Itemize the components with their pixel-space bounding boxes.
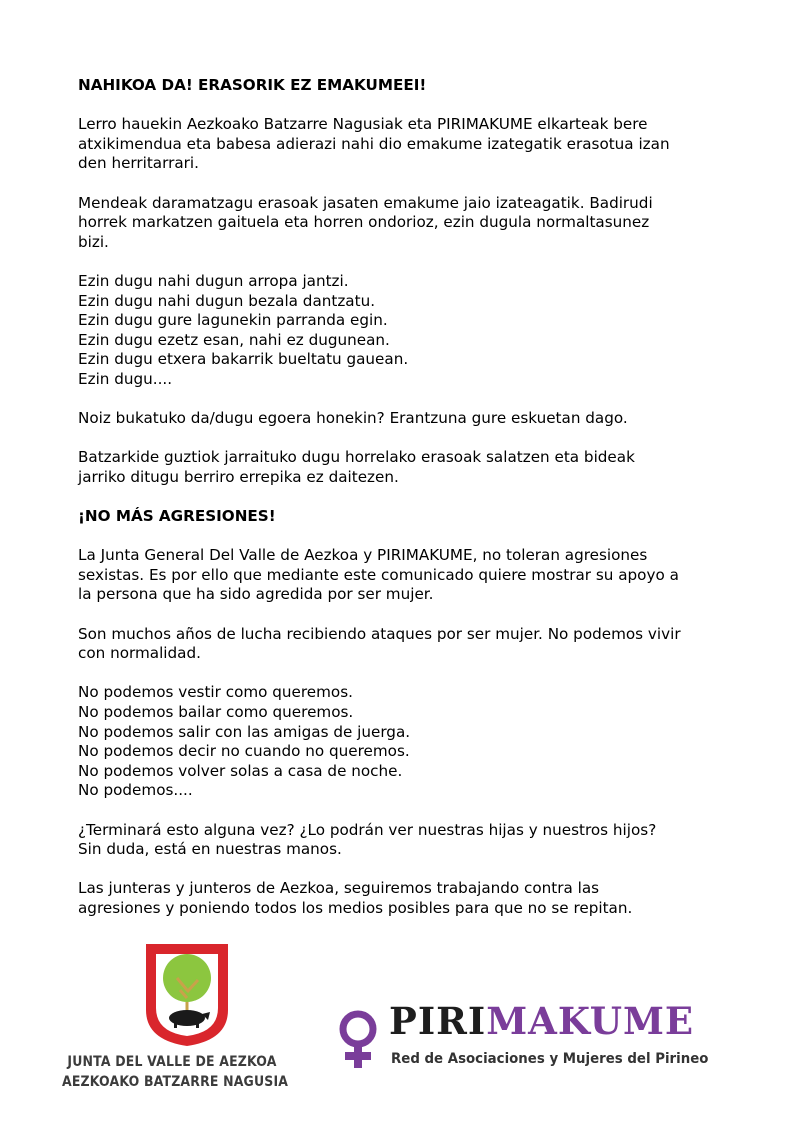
spanish-paragraph-3 (78, 683, 728, 801)
basque-paragraph-1 (78, 115, 728, 174)
spanish-paragraph-1 (78, 546, 728, 605)
text-line: la persona que ha sido agredida por ser mujer. (78, 585, 434, 604)
junta-logo-text (62, 1052, 289, 1092)
text-line: horrek markatzen gaituela eta horren ondorioz, ezin dugula normaltasunez (78, 213, 650, 232)
pirimakume-logo (335, 999, 735, 1075)
text-line: Ezin dugu.... (78, 369, 173, 388)
spanish-paragraph-5 (78, 879, 728, 918)
text-line: Ezin dugu etxera bakarrik bueltatu gauean. (78, 350, 409, 369)
junta-line-2: AEZKOAKO BATZARRE NAGUSIA (62, 1074, 289, 1090)
text-line: No podemos volver solas a casa de noche. (78, 761, 403, 780)
text-line: Batzarkide guztiok jarraituko dugu horrelako erasoak salatzen eta bideak (78, 448, 635, 467)
text-line: jarriko ditugu berriro errepika ez daitezen. (78, 467, 399, 486)
junta-aezkoa-logo (62, 940, 312, 1105)
text-line: con normalidad. (78, 644, 201, 663)
basque-paragraph-2 (78, 194, 728, 253)
text-line: No podemos salir con las amigas de juerga. (78, 722, 411, 741)
brand-part-2: MAKUME (486, 999, 695, 1043)
text-line: Las junteras y junteros de Aezkoa, seguiremos trabajando contra las (78, 879, 600, 898)
spanish-heading: ¡NO MÁS AGRESIONES! (78, 507, 276, 526)
basque-paragraph-5 (78, 448, 728, 487)
text-line: Ezin dugu gure lagunekin parranda egin. (78, 311, 388, 330)
text-line: atxikimendua eta babesa adierazi nahi dio emakume izategatik erasotua izan (78, 134, 670, 153)
junta-line-1: JUNTA DEL VALLE DE AEZKOA (67, 1054, 277, 1070)
text-line: La Junta General Del Valle de Aezkoa y PIRIMAKUME, no toleran agresiones (78, 546, 648, 565)
basque-heading: NAHIKOA DA! ERASORIK EZ EMAKUMEEI! (78, 76, 427, 94)
pirimakume-wordmark (389, 999, 694, 1043)
venus-symbol-icon (335, 1009, 381, 1071)
text-line: ¿Terminará esto alguna vez? ¿Lo podrán ver nuestras hijas y nuestros hijos? (78, 820, 657, 839)
text-line: agresiones y poniendo todos los medios posibles para que no se repitan. (78, 898, 633, 917)
text-line: Son muchos años de lucha recibiendo ataques por ser mujer. No podemos vivir (78, 624, 681, 643)
text-line: No podemos vestir como queremos. (78, 683, 353, 702)
text-line: Ezin dugu ezetz esan, nahi ez dugunean. (78, 330, 390, 349)
text-line: Ezin dugu nahi dugun bezala dantzatu. (78, 291, 376, 310)
text-line: den herritarrari. (78, 154, 199, 173)
text-line: Ezin dugu nahi dugun arropa jantzi. (78, 271, 349, 290)
text-line: Lerro hauekin Aezkoako Batzarre Nagusiak eta PIRIMAKUME elkarteak bere (78, 115, 648, 134)
text-line: No podemos.... (78, 781, 193, 800)
text-line: No podemos decir no cuando no queremos. (78, 742, 410, 761)
document-body (78, 76, 728, 938)
text-line: Mendeak daramatzagu erasoak jasaten emakume jaio izateagatik. Badirudi (78, 193, 653, 212)
brand-part-1: PIRI (389, 999, 487, 1043)
basque-paragraph-3 (78, 272, 728, 390)
basque-paragraph-4 (78, 409, 728, 429)
text-line: Sin duda, está en nuestras manos. (78, 840, 342, 859)
text-line: sexistas. Es por ello que mediante este comunicado quiere mostrar su apoyo a (78, 565, 679, 584)
spanish-paragraph-2 (78, 625, 728, 664)
pirimakume-tagline: Red de Asociaciones y Mujeres del Pirineo (391, 1051, 709, 1067)
crest-icon (142, 940, 232, 1050)
spanish-paragraph-4 (78, 821, 728, 860)
text-line: bizi. (78, 232, 109, 251)
text-line: Noiz bukatuko da/dugu egoera honekin? Erantzuna gure eskuetan dago. (78, 409, 628, 428)
text-line: No podemos bailar como queremos. (78, 703, 354, 721)
